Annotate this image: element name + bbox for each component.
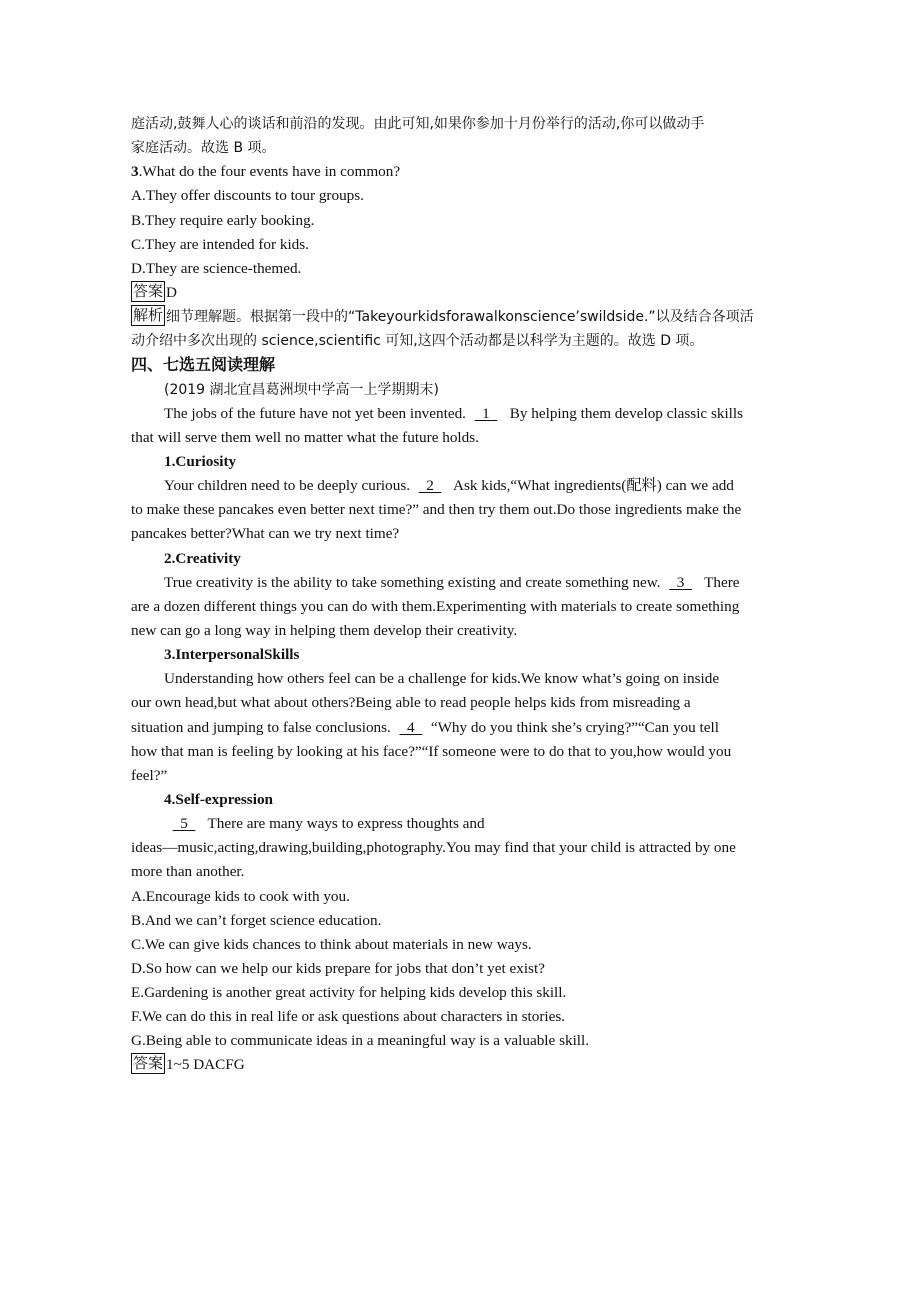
option-c: C.We can give kids chances to think about materials in new ways.: [131, 935, 532, 953]
blank-5[interactable]: 5: [172, 815, 196, 833]
para2-line-3: new can go a long way in helping them develop their creativity.: [131, 621, 518, 639]
option-d: D.So how can we help our kids prepare for jobs that don’t yet exist?: [131, 959, 545, 977]
option-a: A.Encourage kids to cook with you.: [131, 887, 350, 905]
question-3-stem: [131, 160, 791, 184]
blank-1[interactable]: 1: [474, 404, 498, 422]
q3-answer: [131, 281, 791, 305]
section-heading: 四、七选五阅读理解: [131, 355, 276, 375]
answer-value: D: [166, 283, 177, 301]
intro-line-1: [131, 402, 791, 426]
option-f: F.We can do this in real life or ask questions about characters in stories.: [131, 1008, 566, 1026]
intro-line-2: that will serve them well no matter what the future holds.: [131, 428, 479, 446]
q3-analysis-line-2: 动介绍中多次出现的 science,scientific 可知,这四个活动都是以科学为主题的。故选 D 项。: [131, 333, 704, 350]
q3-option-b: B.They require early booking.: [131, 211, 315, 229]
question-number: 3: [131, 163, 139, 181]
heading-creativity: 2.Creativity: [164, 549, 241, 567]
prev-explanation-line-1: 庭活动,鼓舞人心的谈话和前沿的发现。由此可知,如果你参加十月份举行的活动,你可以做动手: [131, 116, 705, 132]
q3-option-c: C.They are intended for kids.: [131, 235, 309, 253]
blank-2[interactable]: 2: [418, 477, 442, 495]
para4-line-3: more than another.: [131, 863, 245, 881]
para1-line-3: pancakes better?What can we try next time?: [131, 525, 400, 543]
section-answer: [131, 1053, 791, 1077]
intro-text-cont: By helping them develop classic skills: [505, 404, 744, 422]
prev-explanation-line-2: 家庭活动。故选 B 项。: [131, 140, 276, 157]
para1-line-2: to make these pancakes even better next time?” and then try them out.Do those ingredients make the: [131, 501, 742, 519]
option-b: B.And we can’t forget science education.: [131, 911, 382, 929]
para3-line-1: Understanding how others feel can be a challenge for kids.We know what’s going on inside: [164, 670, 720, 688]
para3-text-cont: “Why do you think she’s crying?”“Can you tell: [430, 718, 719, 736]
answer-value: 1~5 DACFG: [166, 1056, 245, 1074]
para4-line-1: [131, 812, 791, 836]
para3-line-3: [131, 716, 791, 740]
answer-tag: 答案: [133, 281, 164, 300]
q3-option-a: A.They offer discounts to tour groups.: [131, 187, 364, 205]
option-e: E.Gardening is another great activity for helping kids develop this skill.: [131, 984, 567, 1002]
para1-text-cont: Ask kids,“What ingredients(配料) can we add: [450, 477, 734, 495]
heading-interpersonal-skills: 3.InterpersonalSkills: [164, 646, 300, 664]
blank-3[interactable]: 3: [669, 573, 692, 591]
para3-text: situation and jumping to false conclusions.: [131, 718, 391, 736]
para3-line-5: feel?”: [131, 766, 168, 784]
question-text: .What do the four events have in common?: [138, 163, 401, 181]
para2-line-2: are a dozen different things you can do with them.Experimenting with materials to create something: [131, 597, 740, 615]
text-column: [131, 112, 791, 1078]
heading-self-expression: 4.Self-expression: [164, 790, 273, 808]
option-g: G.Being able to communicate ideas in a meaningful way is a valuable skill.: [131, 1032, 590, 1050]
heading-curiosity: 1.Curiosity: [164, 452, 237, 470]
blank-4[interactable]: 4: [399, 718, 423, 736]
para3-line-2: our own head,but what about others?Being able to read people helps kids from misreading a: [131, 694, 691, 712]
para1-text: Your children need to be deeply curious.: [164, 477, 411, 495]
analysis-text: 细节理解题。根据第一段中的“Takeyourkidsforawalkonscience’swildside.”以及结合各项活: [166, 309, 754, 326]
para2-line-1: [131, 571, 791, 595]
para4-text: There are many ways to express thoughts and: [204, 815, 485, 833]
answer-tag: 答案: [133, 1054, 164, 1073]
para2-text-cont: There: [700, 573, 740, 591]
q3-option-d: D.They are science-themed.: [131, 259, 302, 277]
para1-line-1: [131, 474, 791, 498]
q3-analysis-line-1: [131, 305, 791, 329]
section-source: (2019 湖北宜昌葛洲坝中学高一上学期期末): [164, 381, 440, 398]
intro-text: The jobs of the future have not yet been invented.: [164, 404, 466, 422]
para3-line-4: how that man is feeling by looking at his face?”“If someone were to do that to you,how would you: [131, 742, 732, 760]
analysis-tag: 解析: [133, 306, 164, 325]
para4-line-2: ideas—music,acting,drawing,building,photography.You may find that your child is attracted by one: [131, 839, 736, 857]
para2-text: True creativity is the ability to take something existing and create something new.: [164, 573, 661, 591]
